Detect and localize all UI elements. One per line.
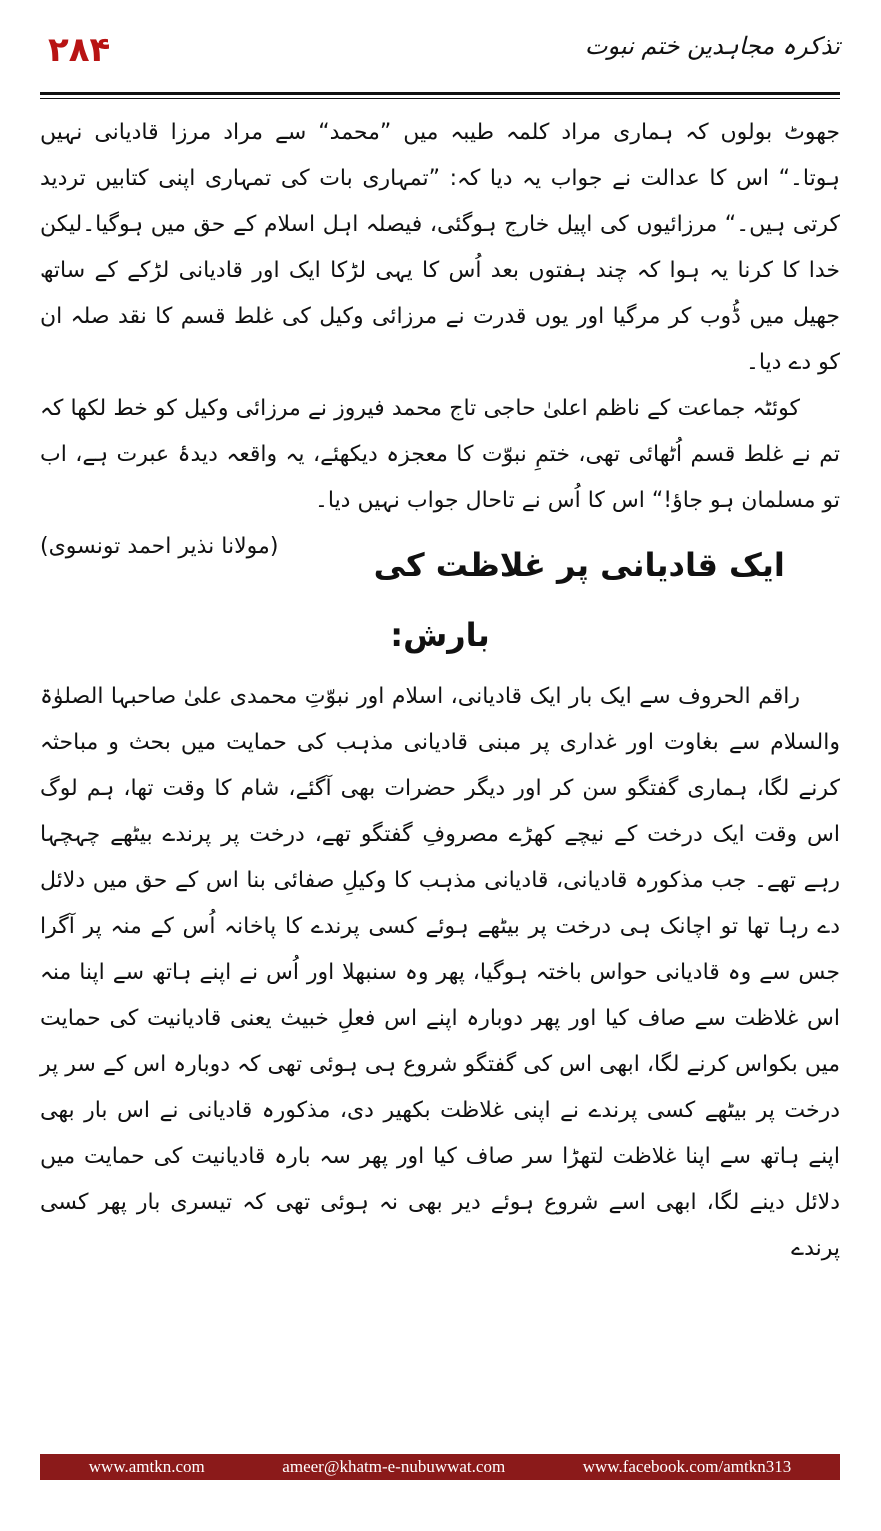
section-heading: ایک قادیانی پر غلاظت کی بارش:: [373, 546, 785, 654]
footer-facebook-link[interactable]: www.facebook.com/amtkn313: [582, 1457, 792, 1476]
header-divider-thin: [40, 98, 840, 99]
paragraph-2-text: کوئٹہ جماعت کے ناظم اعلیٰ حاجی تاج محمد فیروز نے مرزائی وکیل کو خط لکھا کہ تم نے غلط قسم اُٹھائی تھی، ختمِ نبوّت کا معجزہ دیکھئے، یہ واقعہ دیدۂ عبرت ہے، اب تو مسلمان ہو جاؤ!“ اس کا اُس نے تاحال جواب نہیں دیا۔: [40, 396, 840, 513]
paragraph-1: جھوٹ بولوں کہ ہماری مراد کلمہ طیبہ میں ”محمد“ سے مراد مرزا قادیانی نہیں ہوتا۔“ اس کا عدالت نے جواب یہ دیا کہ: ”تمہاری بات کی تمہاری اپنی کتابیں تردید کرتی ہیں۔“ مرزائیوں کی اپیل خارج ہوگئی، فیصلہ اہل اسلام کے حق میں ہوگیا۔لیکن خدا کا کرنا یہ ہوا کہ چند ہفتوں بعد اُس کا یہی لڑکا ایک اور قادیانی لڑکے کے ساتھ جھیل میں ڈُوب کر مرگیا اور یوں قدرت نے مرزائی وکیل کی غلط قسم کا نقد صلہ ان کو دے دیا۔: [40, 120, 840, 375]
footer-bar: [40, 1454, 840, 1480]
paragraph-2: [40, 386, 840, 559]
footer-website-link[interactable]: www.amtkn.com: [88, 1457, 205, 1476]
body-text: [40, 110, 840, 1272]
book-title: تذکرہ مجاہدین ختم نبوت: [584, 32, 840, 60]
paragraph-3: راقم الحروف سے ایک بار ایک قادیانی، اسلام اور نبوّتِ محمدی علیٰ صاحبہا الصلوٰۃ والسلام سے بغاوت اور غداری پر مبنی قادیانی مذہب کی حمایت میں بحث و مباحثہ کرنے لگا، ہماری گفتگو سن کر اور دیگر حضرات بھی آگئے، شام کا وقت تھا، ہم لوگ اس وقت ایک درخت کے نیچے کھڑے مصروفِ گفتگو تھے، درخت پر پرندے بیٹھے چہچہا رہے تھے۔ جب مذکورہ قادیانی، قادیانی مذہب کا وکیلِ صفائی بنا اس کے حق میں دلائل دے رہا تھا تو اچانک ہی درخت پر بیٹھے ہوئے کسی پرندے کا پاخانہ اُس کے منہ پر آگرا جس سے وہ قادیانی حواس باختہ ہوگیا، پھر وہ سنبھلا اور اُس نے اپنے ہاتھ سے اپنا منہ اس غلاظت سے صاف کیا اور پھر دوبارہ اپنے اس فعلِ خبیث یعنی قادیانیت کی حمایت میں بکواس کرنے لگا، ابھی اس کی گفتگو شروع ہی ہوئی تھی کہ دوبارہ اس کے سر پر درخت پر بیٹھے کسی پرندے نے اپنی غلاظت بکھیر دی، مذکورہ قادیانی نے اس بار بھی اپنے ہاتھ سے اپنا غلاظت لتھڑا سر صاف کیا اور پھر سہ بارہ قادیانیت کی حمایت میں دلائل دینے لگا، ابھی اسے شروع ہوئے دیر بھی نہ ہوئی تھی کہ تیسری بار پھر کسی پرندے: [40, 684, 840, 1261]
page-number: ۲۸۴: [48, 30, 111, 70]
header-divider: [40, 92, 840, 95]
attribution: (مولانا نذیر احمد تونسوی): [40, 534, 279, 559]
footer-email-link[interactable]: ameer@khatm-e-nubuwwat.com: [282, 1457, 506, 1476]
page-header: [40, 26, 840, 86]
